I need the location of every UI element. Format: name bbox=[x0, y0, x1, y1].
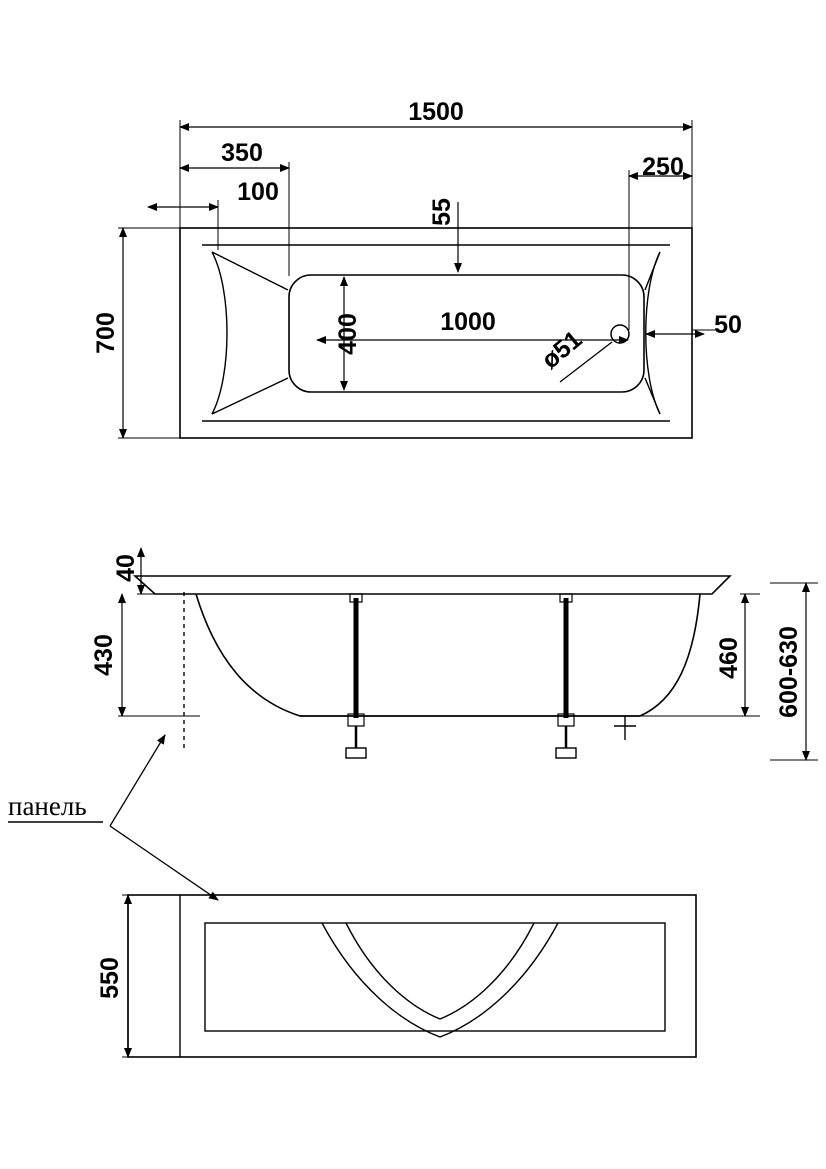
dim-overall-length: 1500 bbox=[408, 98, 464, 126]
dimension-labels bbox=[90, 98, 803, 999]
dim-inner-length: 1000 bbox=[440, 308, 496, 336]
dim-overall-width: 700 bbox=[92, 312, 120, 354]
dim-drain-diameter: ø51 bbox=[536, 325, 588, 375]
dim-inner-height: 460 bbox=[715, 637, 743, 679]
panel-view-dimension-lines bbox=[122, 895, 182, 1057]
dim-rim-width-top: 55 bbox=[428, 198, 456, 226]
dim-right-offset: 250 bbox=[642, 153, 684, 181]
dim-rim-thickness: 40 bbox=[112, 554, 140, 582]
dim-panel-height: 550 bbox=[96, 957, 124, 999]
panel-view-geometry bbox=[128, 895, 696, 1057]
side-view-geometry bbox=[8, 576, 730, 900]
dim-adjustable-height: 600-630 bbox=[775, 626, 803, 718]
panel-callout-label: панель bbox=[8, 791, 87, 821]
dim-bowl-depth: 430 bbox=[90, 634, 118, 676]
top-view-geometry bbox=[180, 228, 692, 438]
dim-inner-width: 400 bbox=[334, 313, 362, 355]
callout-labels bbox=[8, 791, 87, 821]
dim-rim-width-right: 50 bbox=[714, 311, 742, 339]
dim-left-offset: 350 bbox=[221, 139, 263, 167]
dim-rim-offset: 100 bbox=[237, 178, 279, 206]
